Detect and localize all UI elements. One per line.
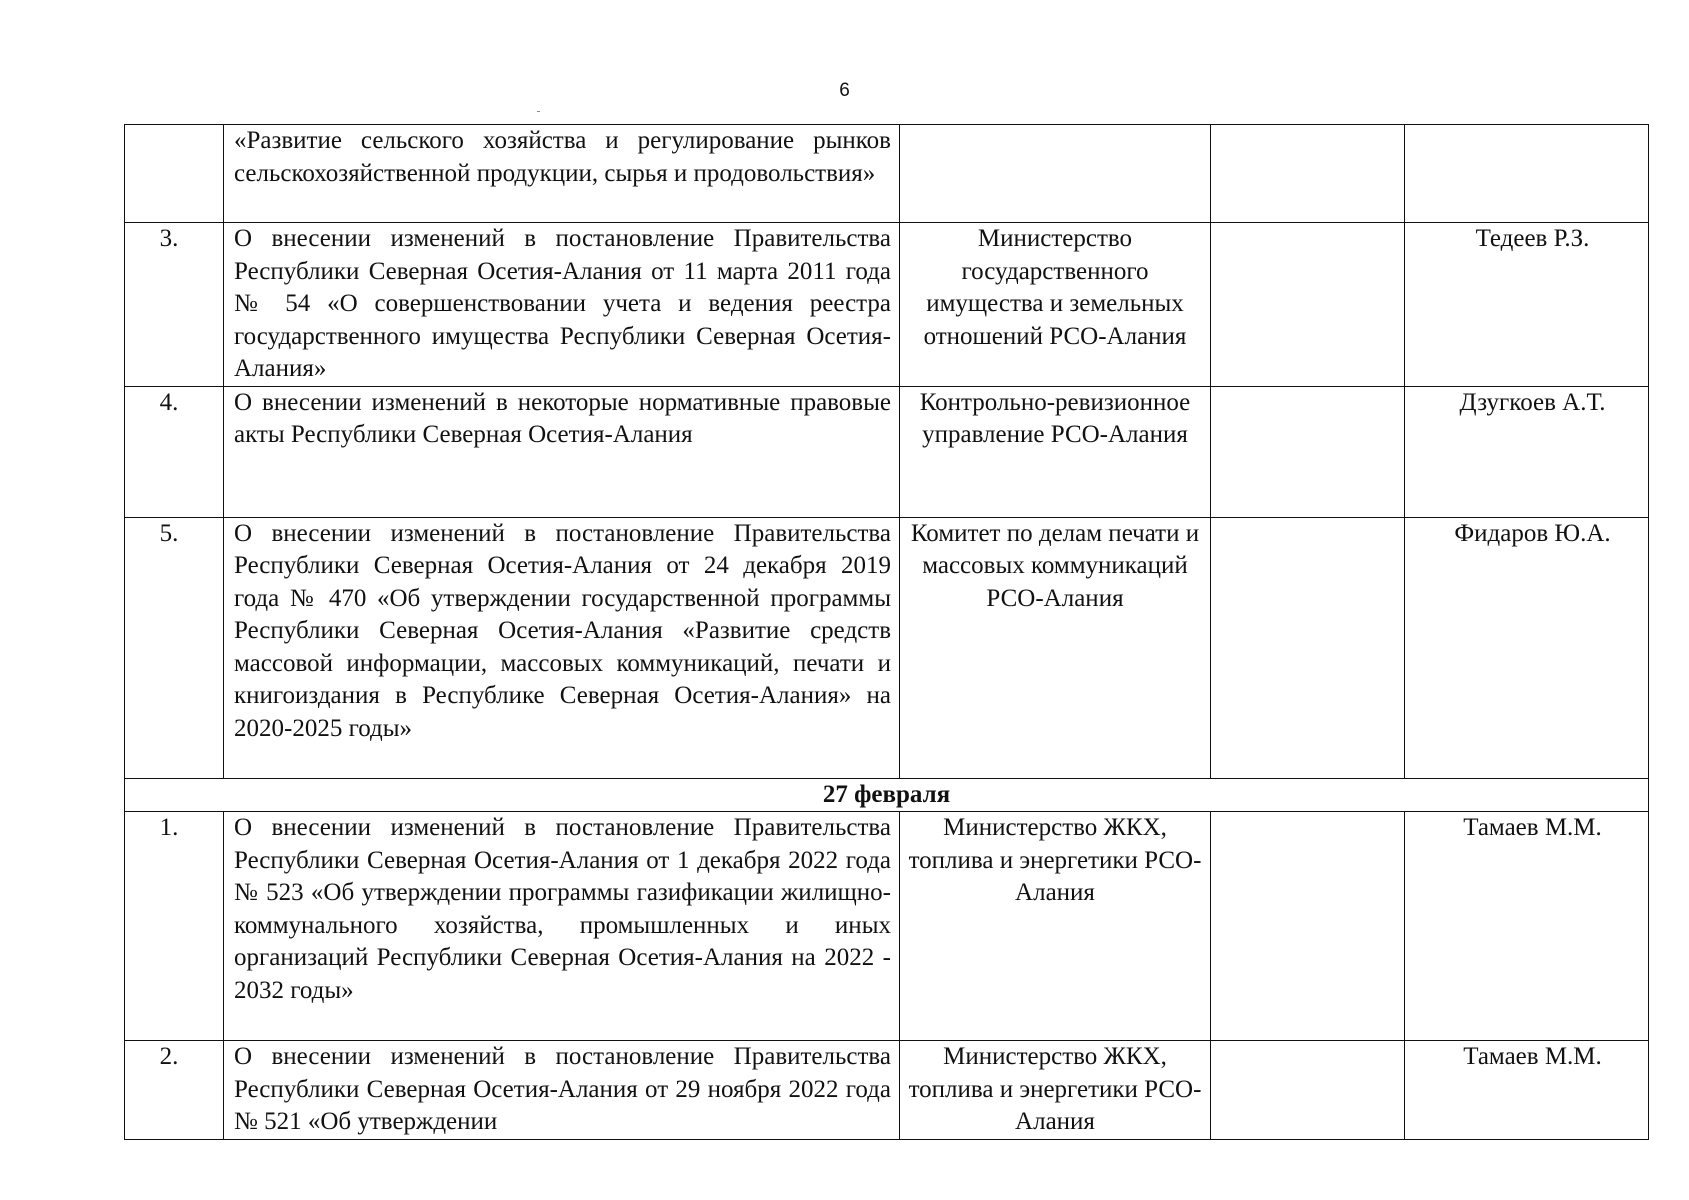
document-title: «Развитие сельского хозяйства и регулирование рынков сельскохозяйственной продукции, сырья и продовольствия» (224, 125, 900, 223)
responsible-person: Дзугкоев А.Т. (1405, 386, 1649, 517)
responsible-body (900, 125, 1211, 223)
row-number: 5. (125, 517, 224, 778)
responsible-person: Тамаев М.М. (1405, 1041, 1649, 1140)
date-cell (1211, 1041, 1405, 1140)
responsible-body: Министерство ЖКХ, топлива и энергетики РСО-Алания (900, 1041, 1211, 1140)
responsible-person: Тедеев Р.З. (1405, 223, 1649, 387)
table-row (125, 517, 1649, 778)
date-cell (1211, 223, 1405, 387)
responsible-body: Контрольно-ревизионное управление РСО-Алания (900, 386, 1211, 517)
scan-mark (537, 111, 540, 112)
row-number: 2. (125, 1041, 224, 1140)
date-cell (1211, 125, 1405, 223)
responsible-body: Министерство ЖКХ, топлива и энергетики РСО-Алания (900, 812, 1211, 1041)
responsible-person: Тамаев М.М. (1405, 812, 1649, 1041)
row-number: 1. (125, 812, 224, 1041)
responsible-body: Министерство государственного имущества и земельных отношений РСО-Алания (900, 223, 1211, 387)
responsible-body: Комитет по делам печати и массовых коммуникаций РСО-Алания (900, 517, 1211, 778)
row-number: 4. (125, 386, 224, 517)
document-title: О внесении изменений в постановление Правительства Республики Северная Осетия-Алания от 1 декабря 2022 года № 523 «Об утверждении программы газификации жилищно-коммунального хозяйства, промышленных и иных организаций Республики Северная Осетия-Алания на 2022 - 2032 годы» (224, 812, 900, 1041)
row-number: 3. (125, 223, 224, 387)
date-cell (1211, 812, 1405, 1041)
document-title: О внесении изменений в некоторые нормативные правовые акты Республики Северная Осетия-Алания (224, 386, 900, 517)
table-row (125, 223, 1649, 387)
page-number: 6 (839, 80, 850, 101)
table-row (125, 812, 1649, 1041)
date-cell (1211, 386, 1405, 517)
section-header-row (125, 778, 1649, 812)
document-title: О внесении изменений в постановление Правительства Республики Северная Осетия-Алания от 11 марта 2011 года № 54 «О совершенствовании учета и ведения реестра государственного имущества Республики Северная Осетия-Алания» (224, 223, 900, 387)
legislative-plan-table (124, 124, 1649, 1140)
document-title: О внесении изменений в постановление Правительства Республики Северная Осетия-Алания от 29 ноября 2022 года № 521 «Об утверждении (224, 1041, 900, 1140)
row-number (125, 125, 224, 223)
document-title: О внесении изменений в постановление Правительства Республики Северная Осетия-Алания от 24 декабря 2019 года № 470 «Об утверждении государственной программы Республики Северная Осетия-Алания «Развитие средств массовой информации, массовых коммуникаций, печати и книгоиздания в Республике Северная Осетия-Алания» на 2020-2025 годы» (224, 517, 900, 778)
section-date-label: 27 февраля (125, 778, 1649, 812)
table-row (125, 386, 1649, 517)
table-row (125, 1041, 1649, 1140)
table-row (125, 125, 1649, 223)
responsible-person: Фидаров Ю.А. (1405, 517, 1649, 778)
date-cell (1211, 517, 1405, 778)
responsible-person (1405, 125, 1649, 223)
